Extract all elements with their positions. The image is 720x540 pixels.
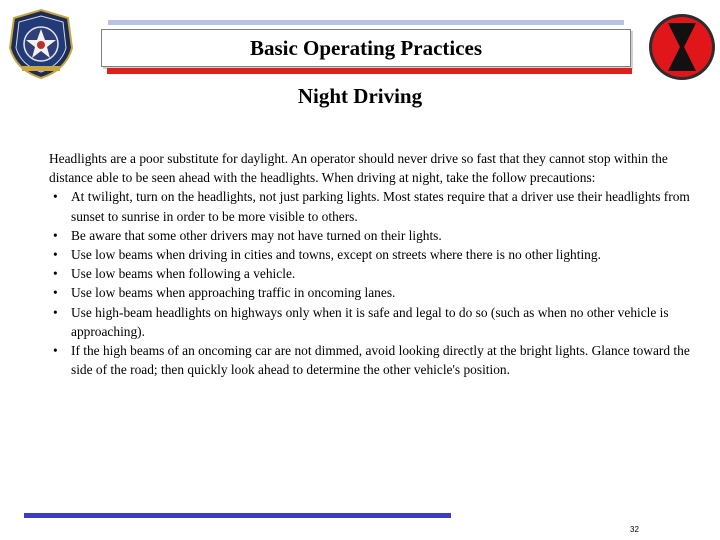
list-item: [49, 341, 699, 379]
list-item: [49, 245, 699, 264]
slide-subtitle: Night Driving: [297, 84, 423, 108]
bullet-icon: •: [53, 247, 58, 263]
bullet-icon: •: [53, 304, 58, 320]
title-box: [101, 29, 631, 67]
list-item-text: At twilight, turn on the headlights, not just parking lights. Most states require that a driver use their headlights from sunset to sunrise in order to be more visible to others.: [71, 189, 690, 224]
list-item-text: Use high-beam headlights on highways only when it is safe and legal to do so (such as when no other vehicle is approaching).: [71, 304, 669, 339]
unit-crest-emblem-icon: [6, 8, 76, 80]
list-item-text: Use low beams when approaching traffic in oncoming lanes.: [71, 285, 396, 301]
bullet-icon: •: [53, 227, 58, 243]
top-accent-bar: [108, 20, 624, 25]
bullet-icon: •: [53, 266, 58, 282]
bullet-icon: •: [53, 285, 58, 301]
list-item-text: Use low beams when following a vehicle.: [71, 266, 296, 282]
list-item: [49, 187, 699, 225]
list-item: [49, 226, 699, 245]
footer-accent-bar: [24, 513, 451, 518]
title-underline-bar: [107, 68, 632, 74]
slide-title: Basic Operating Practices: [249, 35, 483, 60]
list-item: [49, 303, 699, 341]
list-item: [49, 264, 699, 283]
list-item-text: If the high beams of an oncoming car are not dimmed, avoid looking directly at the bright lights. Glance toward the side of the road; then quickly look ahead to determine the other vehicle's position.: [71, 343, 690, 378]
bullet-icon: •: [53, 189, 58, 205]
bullet-icon: •: [53, 343, 58, 359]
list-item: [49, 283, 699, 302]
precautions-list: [49, 187, 699, 379]
slide-body: [49, 149, 699, 379]
intro-paragraph: Headlights are a poor substitute for daylight. An operator should never drive so fast that they cannot stop within the distance able to be seen ahead with the headlights. When driving at night, take the follow precautions:: [49, 151, 668, 186]
hourglass-division-emblem-icon: [648, 13, 716, 81]
list-item-text: Use low beams when driving in cities and towns, except on streets where there is no other lighting.: [71, 247, 601, 263]
page-number: 32: [630, 525, 639, 534]
list-item-text: Be aware that some other drivers may not have turned on their lights.: [71, 227, 442, 243]
